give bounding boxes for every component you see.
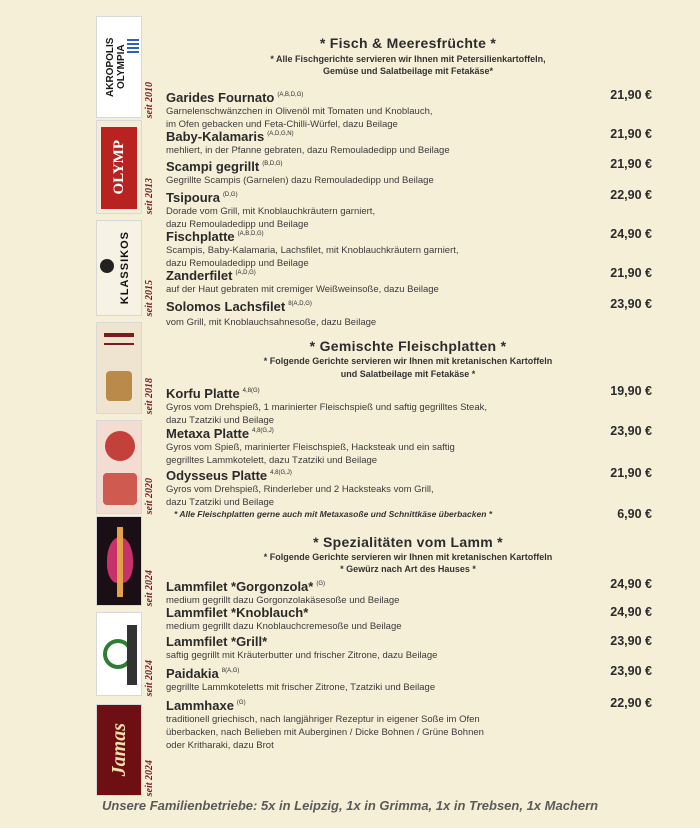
item-desc-line: Gyros vom Drehspieß, 1 marinierter Fleischspieß und saftig gegrilltes Steak,	[166, 402, 488, 413]
item-desc-line: medium gegrillt dazu Gorgonzolakäsesoße und Beilage	[166, 595, 400, 606]
section-title-fleischplatten: * Gemischte Fleischplatten *	[309, 338, 507, 354]
item-desc-line: dazu Remouladedipp und Beilage	[166, 219, 309, 230]
item-desc-line: Gyros vom Drehspieß, Rinderleber und 2 Hacksteaks vom Grill,	[166, 484, 434, 495]
item-price: 23,90 €	[610, 634, 652, 648]
menu-item-lammfilet-grill	[166, 634, 654, 662]
menu-item-korfu-platte	[166, 384, 654, 427]
section-note-lamm-1: * Folgende Gerichte servieren wir Ihnen mit kretanischen Kartoffeln	[263, 552, 553, 562]
item-price: 23,90 €	[610, 664, 652, 678]
item-desc-line: Dorade vom Grill, mit Knoblauchkräutern garniert,	[166, 206, 376, 217]
logo-klassikos-since: seit 2015	[144, 279, 155, 316]
section-note-fisch-2: Gemüse und Salatbeilage mit Fetakäse*	[322, 66, 494, 76]
item-price: 22,90 €	[610, 696, 652, 710]
item-allergens: 4,8(G,J)	[252, 428, 274, 434]
item-name: Zanderfilet	[166, 268, 233, 283]
logo-akropolis-text: AKROPOLIS OLYMPIA	[105, 37, 127, 97]
item-name: Baby-Kalamaris	[166, 129, 265, 144]
item-desc-line: gegrilltes Lammkotelett, dazu Tzatziki und Beilage	[166, 455, 378, 466]
logo-restaurant-4	[96, 322, 160, 414]
logo-restaurant-6	[96, 516, 160, 606]
item-price: 24,90 €	[610, 605, 652, 619]
extra-note: * Alle Fleischplatten gerne auch mit Metaxasoße und Schnittkäse überbacken *	[174, 509, 493, 519]
item-price: 21,90 €	[610, 157, 652, 171]
item-name: Solomos Lachsfilet	[166, 299, 286, 314]
menu-item-paidakia	[166, 664, 654, 694]
item-desc-line: dazu Remouladedipp und Beilage	[166, 258, 309, 269]
item-desc-line: traditionell griechisch, nach langjähriger Rezeptur in eigener Soße im Ofen	[166, 714, 480, 725]
item-desc-line: mehliert, in der Pfanne gebraten, dazu Remouladedipp und Beilage	[166, 145, 450, 156]
menu-item-lammfilet-knoblauch	[166, 605, 654, 633]
item-desc-line: Scampis, Baby-Kalamaria, Lachsfilet, mit Knoblauchkräutern garniert,	[166, 245, 459, 256]
logo-olymp	[96, 120, 160, 214]
item-desc-line: dazu Tzatziki und Beilage	[166, 497, 275, 508]
menu-item-metaxa-platte	[166, 424, 654, 467]
item-price: 23,90 €	[610, 297, 652, 311]
section-note-fleisch-2: und Salatbeilage mit Fetakäse *	[340, 369, 476, 379]
item-price: 22,90 €	[610, 188, 652, 202]
item-name: Odysseus Platte	[166, 468, 268, 483]
logo-olymp-since: seit 2013	[144, 177, 155, 214]
item-name: Lammhaxe	[166, 698, 234, 713]
menu-item-baby-kalamaris	[166, 127, 654, 157]
menu-item-fischplatte	[166, 227, 654, 270]
item-allergens: (A,B,D,G)	[237, 231, 264, 237]
item-desc-line: dazu Tzatziki und Beilage	[166, 415, 275, 426]
item-name: Metaxa Platte	[166, 426, 250, 441]
logo-jamas	[96, 704, 160, 796]
menu-item-scampi-gegrillt	[166, 157, 654, 187]
item-name: Tsipoura	[166, 190, 220, 205]
menu-item-garides-fournato	[166, 88, 654, 131]
item-allergens: (A,B,D,G)	[277, 92, 304, 98]
item-price: 21,90 €	[610, 88, 652, 102]
item-allergens: (G)	[316, 581, 326, 587]
item-name: Garides Fournato	[166, 90, 275, 105]
menu-item-solomos-lachsfilet	[166, 297, 654, 329]
item-name: Korfu Platte	[166, 386, 240, 401]
item-allergens: (B,D,G)	[262, 161, 283, 167]
item-name: Lammfilet *Grill*	[166, 634, 268, 649]
logo-restaurant-7	[96, 612, 160, 696]
item-price: 19,90 €	[610, 384, 652, 398]
item-price: 21,90 €	[610, 266, 652, 280]
logo-restaurant-5-since: seit 2020	[144, 477, 155, 514]
item-name: Lammfilet *Knoblauch*	[166, 605, 309, 620]
menu-item-odysseus-platte	[166, 466, 654, 509]
logo-klassikos-text: KLASSIKOS	[119, 231, 131, 305]
item-allergens: (A,D,G)	[235, 270, 256, 276]
logo-jamas-text: Jamas	[107, 723, 130, 777]
item-allergens: 8(A,G)	[221, 668, 240, 674]
item-desc-line: Garnelenschwänzchen in Olivenöl mit Tomaten und Knoblauch,	[166, 106, 433, 117]
menu-item-tsipoura	[166, 188, 654, 231]
logo-restaurant-7-since: seit 2024	[144, 659, 155, 696]
item-price: 24,90 €	[610, 227, 652, 241]
item-desc-line: auf der Haut gebraten mit cremiger Weißweinsoße, dazu Beilage	[166, 284, 439, 295]
item-allergens: (A,D,G,N)	[267, 131, 294, 137]
item-allergens: 4,8(G)	[242, 388, 260, 394]
logo-restaurant-6-since: seit 2024	[144, 569, 155, 606]
item-desc-line: überbacken, nach Belieben mit Auberginen / Dicke Bohnen / Grüne Bohnen	[166, 727, 484, 738]
item-desc-line: gegrillte Lammkoteletts mit frischer Zitrone, Tzatziki und Beilage	[166, 682, 436, 693]
logo-restaurant-5	[96, 420, 160, 514]
item-desc-line: Gyros vom Spieß, marinierter Fleischspieß, Hacksteak und ein saftig	[166, 442, 455, 453]
item-allergens: 4,8(G,J)	[270, 470, 292, 476]
item-desc-line: Gegrillte Scampis (Garnelen) dazu Remouladedipp und Beilage	[166, 175, 434, 186]
item-name: Scampi gegrillt	[166, 159, 260, 174]
item-desc-line: im Ofen gebacken und Feta-Chilli-Würfel, dazu Beilage	[166, 119, 398, 130]
logo-akropolis	[96, 16, 160, 118]
item-desc-line: saftig gegrillt mit Kräuterbutter und frischer Zitrone, dazu Beilage	[166, 650, 438, 661]
item-price: 24,90 €	[610, 577, 652, 591]
logo-akropolis-since: seit 2010	[144, 81, 155, 118]
section-title-fisch: * Fisch & Meeresfrüchte *	[319, 35, 497, 51]
item-allergens: (D,G)	[222, 192, 238, 198]
logo-restaurant-4-since: seit 2018	[144, 377, 155, 414]
item-allergens: (G)	[236, 700, 246, 706]
logo-jamas-since: seit 2024	[144, 759, 155, 796]
section-note-fisch-1: * Alle Fischgerichte servieren wir Ihnen mit Petersilienkartoffeln,	[270, 54, 546, 64]
footer-family-businesses: Unsere Familienbetriebe: 5x in Leipzig, 1x in Grimma, 1x in Trebsen, 1x Machern	[102, 798, 599, 813]
item-price: 21,90 €	[610, 466, 652, 480]
section-title-lamm: * Spezialitäten vom Lamm *	[313, 534, 503, 550]
item-desc-line: vom Grill, mit Knoblauchsahnesoße, dazu Beilage	[166, 317, 377, 328]
extra-price: 6,90 €	[617, 507, 652, 521]
menu-item-zanderfilet	[166, 266, 654, 296]
item-name: Lammfilet *Gorgonzola*	[166, 579, 314, 594]
menu-item-lammhaxe	[166, 696, 654, 752]
logo-klassikos	[96, 220, 160, 316]
item-name: Paidakia	[166, 666, 219, 681]
item-allergens: 8(A,D,G)	[288, 301, 312, 307]
menu-item-lammfilet-gorgonzola	[166, 577, 654, 607]
item-desc-line: medium gegrillt dazu Knoblauchcremesoße und Beilage	[166, 621, 402, 632]
item-name: Fischplatte	[166, 229, 235, 244]
item-price: 21,90 €	[610, 127, 652, 141]
item-desc-line: oder Kritharaki, dazu Brot	[166, 740, 274, 751]
section-note-lamm-2: * Gewürz nach Art des Hauses *	[340, 564, 476, 574]
item-price: 23,90 €	[610, 424, 652, 438]
logo-olymp-text: OLYMP	[110, 139, 127, 195]
section-note-fleisch-1: * Folgende Gerichte servieren wir Ihnen mit kretanischen Kartoffeln	[263, 356, 553, 366]
